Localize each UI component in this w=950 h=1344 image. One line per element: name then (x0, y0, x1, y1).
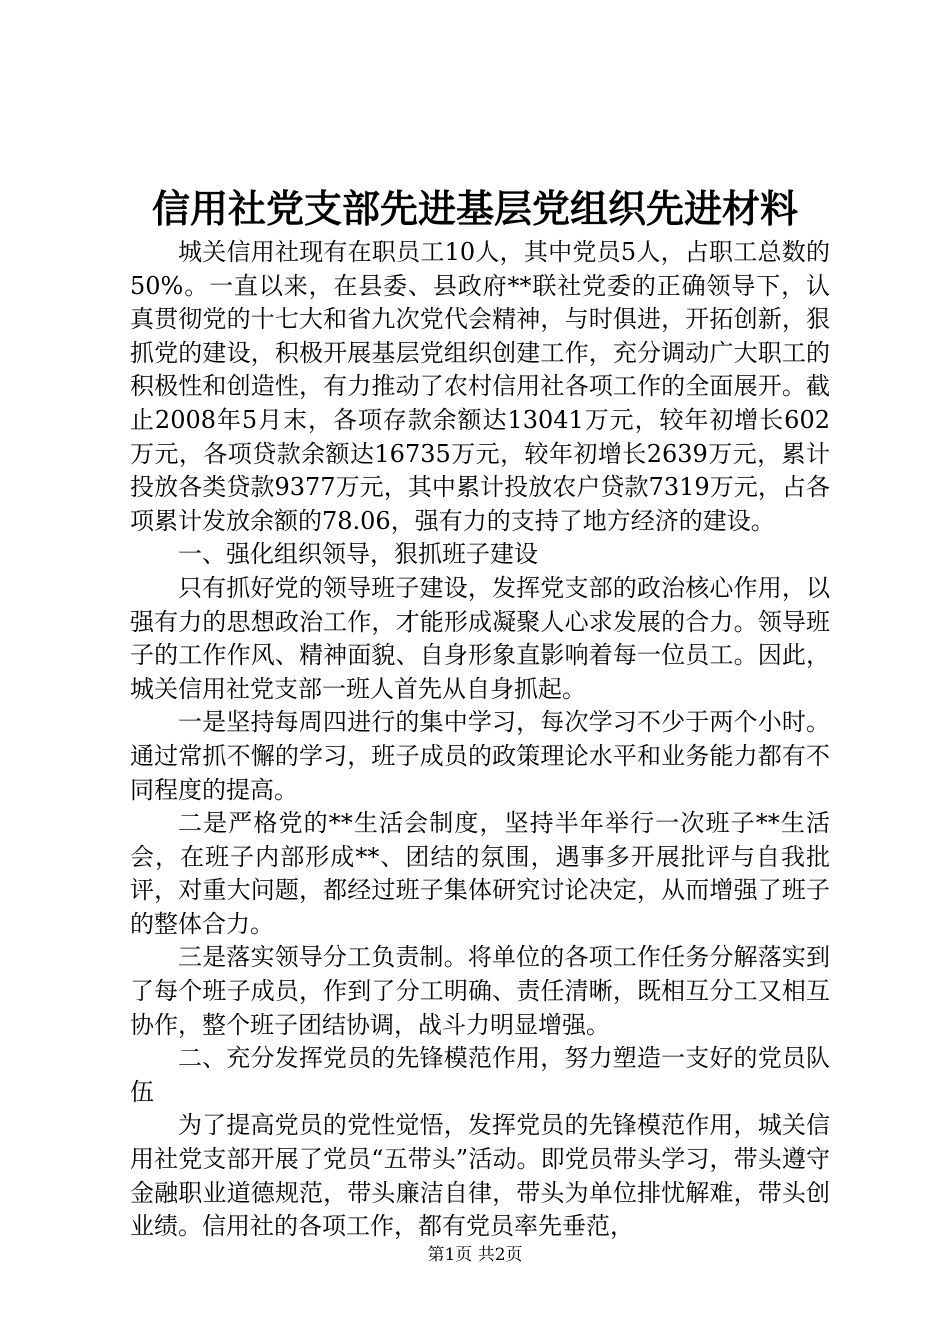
paragraph-point-1: 一是坚持每周四进行的集中学习，每次学习不少于两个小时。通过常抓不懈的学习，班子成员的政策理论水平和业务能力都有不同程度的提高。 (130, 708, 830, 804)
document-title: 信用社党支部先进基层党组织先进材料 (151, 186, 798, 231)
section-heading-2: 二、充分发挥党员的先锋模范作用，努力塑造一支好的党员队伍 (130, 1044, 830, 1106)
paragraph-section-2: 为了提高党员的党性觉悟，发挥党员的先锋模范作用，城关信用社党支部开展了党员“五带头”活动。即党员带头学习，带头遵守金融职业道德规范，带头廉洁自律，带头为单位排忧解难，带头创业绩。信用社的各项工作，都有党员率先垂范， (130, 1111, 830, 1241)
paragraph-point-2: 二是严格党的**生活会制度，坚持半年举行一次班子**生活会，在班子内部形成**、团结的氛围，遇事多开展批评与自我批评，对重大问题，都经过班子集体研究讨论决定，从而增强了班子的整体合力。 (130, 809, 830, 938)
paragraph-point-3: 三是落实领导分工负责制。将单位的各项工作任务分解落实到了每个班子成员，作到了分工明确、责任清晰，既相互分工又相互协作，整个班子团结协调，战斗力明显增强。 (130, 943, 830, 1039)
document-body (130, 236, 830, 1244)
page-footer: 第1页 共2页 (427, 1245, 523, 1265)
paragraph-intro: 城关信用社现有在职员工10人，其中党员5人，占职工总数的50%。一直以来，在县委、县政府**联社党委的正确领导下，认真贯彻党的十七大和省九次党代会精神，与时俱进，开拓创新，狠抓党的建设，积极开展基层党组织创建工作，充分调动广大职工的积极性和创造性，有力推动了农村信用社各项工作的全面展开。截止2008年5月末，各项存款余额达13041万元，较年初增长602万元，各项贷款余额达16735万元，较年初增长2639万元，累计投放各类贷款9377万元，其中累计投放农户贷款7319万元，占各项累计发放余额的78.06，强有力的支持了地方经济的建设。 (130, 238, 830, 535)
paragraph-section-1: 只有抓好党的领导班子建设，发挥党支部的政治核心作用，以强有力的思想政治工作，才能形成凝聚人心求发展的合力。领导班子的工作作风、精神面貌、自身形象直影响着每一位员工。因此，城关信用社党支部一班人首先从自身抓起。 (130, 573, 830, 703)
section-heading-1: 一、强化组织领导，狠抓班子建设 (178, 540, 538, 569)
